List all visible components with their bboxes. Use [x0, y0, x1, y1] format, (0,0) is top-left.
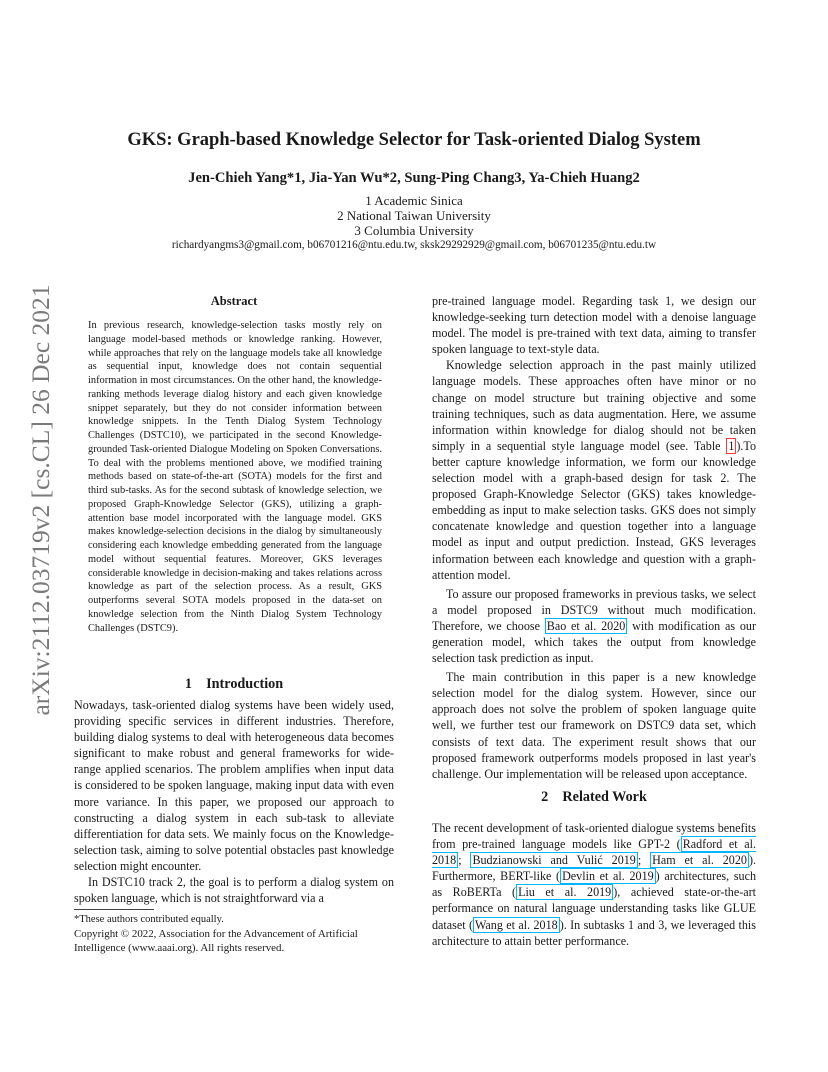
section-number: 2: [541, 789, 549, 805]
footnote-rule: [74, 909, 154, 910]
related-work-body: [432, 820, 756, 949]
related-text: The recent development of task-oriented dialogue systems benefits from pre-trained language models like GPT-2 (: [432, 821, 756, 852]
intro-paragraph-4-b: with modification as our generation model, which takes the output from knowledge selection task prediction as input.: [432, 618, 756, 666]
intro-paragraph-3-b: ).To better capture knowledge information, we form our knowledge selection model with a graph-based design for task 2. The proposed Graph-Knowledge Selector (GKS) takes knowledge-embedding as input to make selection tasks. GKS does not simply concatenate knowledge and question together into a language model as input and output prediction. Instead, GKS leverages information between each knowledge and question with a graph-attention model.: [432, 438, 756, 582]
intro-paragraph-2-continued: pre-trained language model. Regarding task 1, we design our knowledge-seeking turn detection model with a denoise language model. The model is pre-trained with text data, aiming to transfer spoken language to text-style data.: [432, 294, 756, 357]
citation-link[interactable]: Ham et al. 2020: [652, 853, 747, 868]
footnote: *These authors contributed equally.: [74, 914, 224, 925]
related-work-paragraph: [432, 820, 756, 949]
section-title: Introduction: [206, 676, 284, 692]
copyright-notice: Copyright © 2022, Association for the Advancement of Artificial Intelligence (www.aaai.org). All rights reserved.: [74, 928, 358, 954]
abstract-heading: Abstract: [210, 294, 258, 308]
intro-paragraph-3-a: Knowledge selection approach in the past mainly utilized language models. These approaches often have minor or no change on model structure but training objective and some training techniques, such as data augmentation. Here, we assume information within knowledge for dialog should not be taken simply in a sequential style language model (see. Table: [432, 358, 756, 453]
related-text: ;: [458, 853, 471, 868]
intro-left-column: [74, 697, 394, 906]
table-reference-link[interactable]: 1: [728, 438, 735, 453]
intro-paragraph-3: [432, 357, 756, 582]
intro-paragraph-2: In DSTC10 track 2, the goal is to perform a dialog system on spoken language, which is not straightforward via a: [74, 875, 394, 906]
citation-link[interactable]: Radford et al. 2018: [432, 837, 756, 868]
related-text: ;: [637, 853, 651, 868]
section-title: Related Work: [562, 789, 647, 805]
intro-right-column: [432, 293, 756, 782]
citation-link[interactable]: Wang et al. 2018: [474, 917, 558, 932]
intro-paragraph-4: [432, 586, 756, 666]
affiliation-2: 2 National Taiwan University: [337, 208, 491, 223]
author-list: Jen-Chieh Yang*1, Jia-Yan Wu*2, Sung-Ping Chang3, Ya-Chieh Huang2: [188, 170, 640, 186]
citation-link[interactable]: Budzianowski and Vulić 2019: [472, 853, 636, 868]
related-text: ). In subtasks 1 and 3, we leveraged this architecture to attain better performance.: [432, 917, 756, 948]
author-emails: richardyangms3@gmail.com, b06701216@ntu.edu.tw, sksk29292929@gmail.com, b06701235@ntu.edu.tw: [171, 239, 657, 251]
related-text: ) architectures, such as RoBERTa (: [432, 869, 757, 900]
citation-link[interactable]: Devlin et al. 2019: [562, 869, 654, 884]
affiliation-1: 1 Academic Sinica: [365, 193, 463, 208]
intro-paragraph-1: Nowadays, task-oriented dialog systems have been widely used, providing specific services in different industries. Therefore, building dialog systems to deal with heterogeneous data becomes significant to make robust and general frameworks for wide-range applied scenarios. The problem amplifies when input data is considered to be spoken language, making input data with even more variance. In this paper, we proposed our approach to constructing a dialog system in each sub-task to alleviate differentiation for data sets. We mainly focus on the Knowledge-selection task, aiming to solve potential obstacles past knowledge selection might encounter.: [74, 698, 394, 873]
arxiv-stamp-text: arXiv:2112.03719v2 [cs.CL] 26 Dec 2021: [26, 284, 55, 716]
intro-paragraph-4-a: To assure our proposed frameworks in previous tasks, we select a model proposed in DSTC9 without much modification. Therefore, we choose: [432, 586, 756, 633]
section-heading-introduction: [74, 676, 394, 693]
abstract-body: [88, 319, 382, 635]
related-text: ). Furthermore, BERT-like (: [432, 853, 756, 884]
intro-paragraph-5: The main contribution in this paper is a new knowledge selection model for the dialog system. However, since our approach does not solve the problem of spoken language quite well, we further test our framework on DSTC9 data set, which consists of text data. The experiment result shows that our proposed framework outperforms models proposed in last year's challenge. Our implementation will be released upon acceptance.: [432, 670, 756, 781]
citation-link[interactable]: Bao et al. 2020: [546, 618, 626, 633]
citation-link[interactable]: Liu et al. 2019: [518, 885, 612, 900]
section-heading-related-work: [432, 789, 756, 806]
section-number: 1: [184, 676, 192, 692]
affiliation-3: 3 Columbia University: [354, 223, 474, 238]
related-text: ), achieved state-or-the-art performance on natural language understanding tasks like GLUE dataset (: [432, 885, 756, 932]
abstract-text: In previous research, knowledge-selection tasks mostly rely on language model-based methods or knowledge ranking. However, while approaches that rely on the language models take all knowledge as sequential input, knowledge does not contain sequential information in most circumstances. On the other hand, the knowledge-ranking methods leverage dialog history and each given knowledge snippet separately, but they do not consider information between knowledge snippets. In the Tenth Dialog System Technology Challenges (DSTC10), we participated in the second Knowledge-grounded Task-oriented Dialogue Modeling on Spoken Conversations. To deal with the problems mentioned above, we modified training methods based on state-of-the-art (SOTA) models for the first and third sub-tasks. As for the second subtask of knowledge selection, we proposed Graph-Knowledge Selector (GKS), utilizing a graph-attention base model incorporated with the language model. GKS makes knowledge-selection decisions in the dialog by simultaneously considering each knowledge embedding generated from the language model without sequential features. Moreover, GKS leverages considerable knowledge in decision-making and takes relations across knowledge as part of the selection process. As a result, GKS outperforms several SOTA models proposed in the data-set on knowledge selection from the Ninth Dialog System Technology Challenges (DSTC9).: [88, 320, 382, 634]
paper-title: GKS: Graph-based Knowledge Selector for Task-oriented Dialog System: [127, 130, 701, 150]
